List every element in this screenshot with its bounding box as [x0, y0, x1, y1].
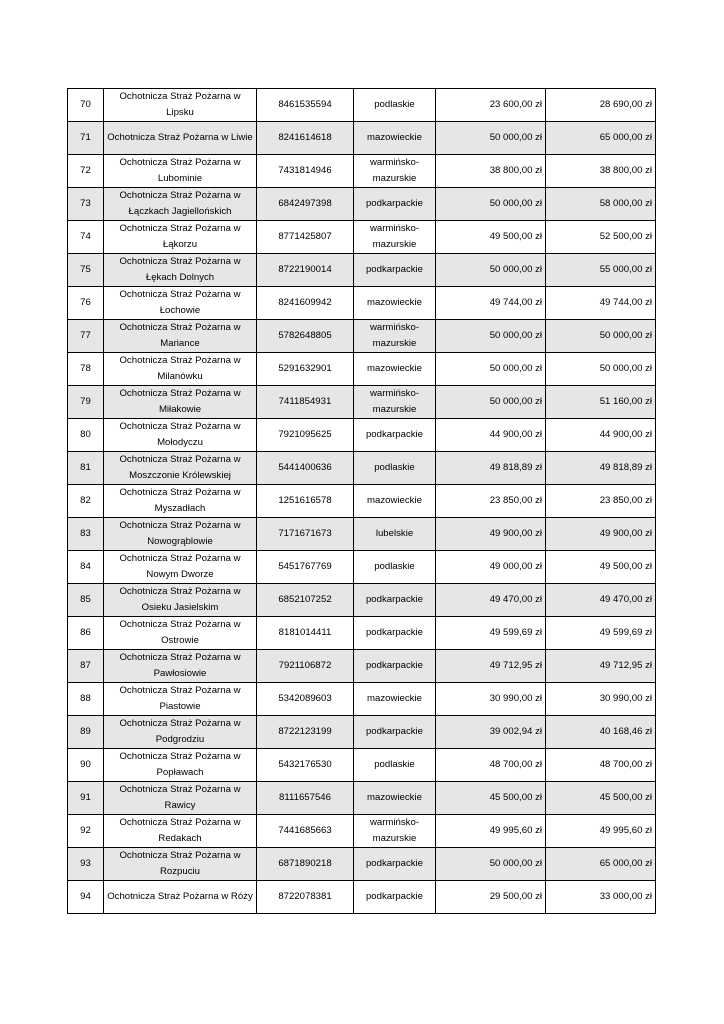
amount-second-cell: 65 000,00 zł	[546, 122, 656, 155]
amount-second-cell: 28 690,00 zł	[546, 89, 656, 122]
row-number-cell: 77	[68, 320, 104, 353]
organization-name-cell: Ochotnicza Straż Pożarna w Redakach	[104, 815, 257, 848]
voivodeship-cell: podkarpackie	[354, 584, 436, 617]
voivodeship-cell: podkarpackie	[354, 650, 436, 683]
voivodeship-cell: podkarpackie	[354, 716, 436, 749]
amount-second-cell: 49 712,95 zł	[546, 650, 656, 683]
amount-first-cell: 49 000,00 zł	[436, 551, 546, 584]
table-row	[68, 815, 656, 848]
table-row	[68, 683, 656, 716]
grants-table	[67, 88, 656, 914]
table-row	[68, 155, 656, 188]
voivodeship-cell: mazowieckie	[354, 122, 436, 155]
table-row	[68, 716, 656, 749]
nip-number-cell: 8461535594	[257, 89, 354, 122]
row-number-cell: 93	[68, 848, 104, 881]
amount-second-cell: 52 500,00 zł	[546, 221, 656, 254]
organization-name-cell: Ochotnicza Straż Pożarna w Nowogrąblowie	[104, 518, 257, 551]
table-row	[68, 584, 656, 617]
voivodeship-cell: mazowieckie	[354, 782, 436, 815]
nip-number-cell: 7431814946	[257, 155, 354, 188]
organization-name-cell: Ochotnicza Straż Pożarna w Łąkorzu	[104, 221, 257, 254]
voivodeship-cell: podkarpackie	[354, 419, 436, 452]
voivodeship-cell: podkarpackie	[354, 881, 436, 914]
table-row	[68, 782, 656, 815]
table-row	[68, 254, 656, 287]
row-number-cell: 94	[68, 881, 104, 914]
table-row	[68, 419, 656, 452]
amount-first-cell: 49 712,95 zł	[436, 650, 546, 683]
amount-first-cell: 49 744,00 zł	[436, 287, 546, 320]
amount-first-cell: 49 470,00 zł	[436, 584, 546, 617]
row-number-cell: 90	[68, 749, 104, 782]
amount-first-cell: 38 800,00 zł	[436, 155, 546, 188]
nip-number-cell: 7171671673	[257, 518, 354, 551]
voivodeship-cell: podlaskie	[354, 452, 436, 485]
amount-second-cell: 45 500,00 zł	[546, 782, 656, 815]
amount-first-cell: 49 500,00 zł	[436, 221, 546, 254]
table-row	[68, 287, 656, 320]
organization-name-cell: Ochotnicza Straż Pożarna w Łączkach Jagiellońskich	[104, 188, 257, 221]
row-number-cell: 89	[68, 716, 104, 749]
amount-first-cell: 50 000,00 zł	[436, 254, 546, 287]
amount-second-cell: 48 700,00 zł	[546, 749, 656, 782]
row-number-cell: 73	[68, 188, 104, 221]
nip-number-cell: 6871890218	[257, 848, 354, 881]
amount-second-cell: 23 850,00 zł	[546, 485, 656, 518]
row-number-cell: 72	[68, 155, 104, 188]
voivodeship-cell: podkarpackie	[354, 188, 436, 221]
nip-number-cell: 8241614618	[257, 122, 354, 155]
amount-first-cell: 50 000,00 zł	[436, 386, 546, 419]
table-row	[68, 221, 656, 254]
nip-number-cell: 5451767769	[257, 551, 354, 584]
nip-number-cell: 5782648805	[257, 320, 354, 353]
amount-first-cell: 49 818,89 zł	[436, 452, 546, 485]
nip-number-cell: 8241609942	[257, 287, 354, 320]
voivodeship-cell: podlaskie	[354, 551, 436, 584]
nip-number-cell: 5291632901	[257, 353, 354, 386]
table-row	[68, 188, 656, 221]
organization-name-cell: Ochotnicza Straż Pożarna w Mołodyczu	[104, 419, 257, 452]
organization-name-cell: Ochotnicza Straż Pożarna w Podgrodziu	[104, 716, 257, 749]
row-number-cell: 85	[68, 584, 104, 617]
voivodeship-cell: warmińsko-mazurskie	[354, 815, 436, 848]
nip-number-cell: 8111657546	[257, 782, 354, 815]
nip-number-cell: 5342089603	[257, 683, 354, 716]
table-row	[68, 353, 656, 386]
voivodeship-cell: podlaskie	[354, 749, 436, 782]
row-number-cell: 76	[68, 287, 104, 320]
voivodeship-cell: mazowieckie	[354, 287, 436, 320]
row-number-cell: 87	[68, 650, 104, 683]
table-row	[68, 650, 656, 683]
organization-name-cell: Ochotnicza Straż Pożarna w Ostrowie	[104, 617, 257, 650]
voivodeship-cell: lubelskie	[354, 518, 436, 551]
amount-first-cell: 29 500,00 zł	[436, 881, 546, 914]
voivodeship-cell: warmińsko-mazurskie	[354, 386, 436, 419]
organization-name-cell: Ochotnicza Straż Pożarna w Rawicy	[104, 782, 257, 815]
row-number-cell: 86	[68, 617, 104, 650]
amount-first-cell: 44 900,00 zł	[436, 419, 546, 452]
organization-name-cell: Ochotnicza Straż Pożarna w Liwie	[104, 122, 257, 155]
table-row	[68, 617, 656, 650]
amount-first-cell: 50 000,00 zł	[436, 122, 546, 155]
voivodeship-cell: warmińsko-mazurskie	[354, 320, 436, 353]
amount-second-cell: 38 800,00 zł	[546, 155, 656, 188]
table-row	[68, 518, 656, 551]
voivodeship-cell: warmińsko-mazurskie	[354, 155, 436, 188]
grants-table-body	[68, 89, 656, 914]
table-row	[68, 386, 656, 419]
row-number-cell: 71	[68, 122, 104, 155]
amount-second-cell: 49 470,00 zł	[546, 584, 656, 617]
row-number-cell: 79	[68, 386, 104, 419]
voivodeship-cell: mazowieckie	[354, 485, 436, 518]
amount-first-cell: 30 990,00 zł	[436, 683, 546, 716]
table-row	[68, 485, 656, 518]
organization-name-cell: Ochotnicza Straż Pożarna w Łękach Dolnych	[104, 254, 257, 287]
organization-name-cell: Ochotnicza Straż Pożarna w Popławach	[104, 749, 257, 782]
voivodeship-cell: podkarpackie	[354, 617, 436, 650]
row-number-cell: 92	[68, 815, 104, 848]
amount-first-cell: 23 600,00 zł	[436, 89, 546, 122]
amount-first-cell: 49 599,69 zł	[436, 617, 546, 650]
row-number-cell: 80	[68, 419, 104, 452]
organization-name-cell: Ochotnicza Straż Pożarna w Pawłosiowie	[104, 650, 257, 683]
amount-first-cell: 50 000,00 zł	[436, 353, 546, 386]
voivodeship-cell: mazowieckie	[354, 683, 436, 716]
table-row	[68, 848, 656, 881]
amount-first-cell: 50 000,00 zł	[436, 188, 546, 221]
amount-first-cell: 49 995,60 zł	[436, 815, 546, 848]
voivodeship-cell: podkarpackie	[354, 848, 436, 881]
nip-number-cell: 8771425807	[257, 221, 354, 254]
organization-name-cell: Ochotnicza Straż Pożarna w Osieku Jasielskim	[104, 584, 257, 617]
voivodeship-cell: warmińsko-mazurskie	[354, 221, 436, 254]
nip-number-cell: 8181014411	[257, 617, 354, 650]
amount-second-cell: 55 000,00 zł	[546, 254, 656, 287]
nip-number-cell: 7921106872	[257, 650, 354, 683]
organization-name-cell: Ochotnicza Straż Pożarna w Rozpuciu	[104, 848, 257, 881]
amount-first-cell: 48 700,00 zł	[436, 749, 546, 782]
table-row	[68, 881, 656, 914]
amount-second-cell: 49 599,69 zł	[546, 617, 656, 650]
amount-second-cell: 58 000,00 zł	[546, 188, 656, 221]
amount-second-cell: 49 744,00 zł	[546, 287, 656, 320]
organization-name-cell: Ochotnicza Straż Pożarna w Milanówku	[104, 353, 257, 386]
amount-second-cell: 44 900,00 zł	[546, 419, 656, 452]
row-number-cell: 70	[68, 89, 104, 122]
amount-first-cell: 49 900,00 zł	[436, 518, 546, 551]
organization-name-cell: Ochotnicza Straż Pożarna w Moszczonie Królewskiej	[104, 452, 257, 485]
amount-second-cell: 65 000,00 zł	[546, 848, 656, 881]
amount-second-cell: 50 000,00 zł	[546, 320, 656, 353]
amount-first-cell: 39 002,94 zł	[436, 716, 546, 749]
organization-name-cell: Ochotnicza Straż Pożarna w Piastowie	[104, 683, 257, 716]
amount-second-cell: 30 990,00 zł	[546, 683, 656, 716]
organization-name-cell: Ochotnicza Straż Pożarna w Myszadłach	[104, 485, 257, 518]
nip-number-cell: 8722190014	[257, 254, 354, 287]
voivodeship-cell: podlaskie	[354, 89, 436, 122]
row-number-cell: 84	[68, 551, 104, 584]
nip-number-cell: 5432176530	[257, 749, 354, 782]
row-number-cell: 81	[68, 452, 104, 485]
amount-first-cell: 50 000,00 zł	[436, 848, 546, 881]
amount-second-cell: 40 168,46 zł	[546, 716, 656, 749]
table-row	[68, 320, 656, 353]
row-number-cell: 82	[68, 485, 104, 518]
organization-name-cell: Ochotnicza Straż Pożarna w Nowym Dworze	[104, 551, 257, 584]
row-number-cell: 75	[68, 254, 104, 287]
nip-number-cell: 7411854931	[257, 386, 354, 419]
amount-second-cell: 49 500,00 zł	[546, 551, 656, 584]
organization-name-cell: Ochotnicza Straż Pożarna w Róży	[104, 881, 257, 914]
nip-number-cell: 6842497398	[257, 188, 354, 221]
nip-number-cell: 8722123199	[257, 716, 354, 749]
amount-second-cell: 51 160,00 zł	[546, 386, 656, 419]
table-row	[68, 551, 656, 584]
table-row	[68, 749, 656, 782]
organization-name-cell: Ochotnicza Straż Pożarna w Mariance	[104, 320, 257, 353]
amount-second-cell: 33 000,00 zł	[546, 881, 656, 914]
table-row	[68, 89, 656, 122]
amount-second-cell: 50 000,00 zł	[546, 353, 656, 386]
nip-number-cell: 7441685663	[257, 815, 354, 848]
organization-name-cell: Ochotnicza Straż Pożarna w Łochowie	[104, 287, 257, 320]
amount-second-cell: 49 900,00 zł	[546, 518, 656, 551]
amount-second-cell: 49 818,89 zł	[546, 452, 656, 485]
nip-number-cell: 1251616578	[257, 485, 354, 518]
voivodeship-cell: podkarpackie	[354, 254, 436, 287]
amount-first-cell: 50 000,00 zł	[436, 320, 546, 353]
row-number-cell: 91	[68, 782, 104, 815]
row-number-cell: 78	[68, 353, 104, 386]
amount-first-cell: 45 500,00 zł	[436, 782, 546, 815]
nip-number-cell: 7921095625	[257, 419, 354, 452]
organization-name-cell: Ochotnicza Straż Pożarna w Lubominie	[104, 155, 257, 188]
nip-number-cell: 8722078381	[257, 881, 354, 914]
amount-second-cell: 49 995,60 zł	[546, 815, 656, 848]
nip-number-cell: 6852107252	[257, 584, 354, 617]
amount-first-cell: 23 850,00 zł	[436, 485, 546, 518]
row-number-cell: 88	[68, 683, 104, 716]
voivodeship-cell: mazowieckie	[354, 353, 436, 386]
table-row	[68, 452, 656, 485]
table-row	[68, 122, 656, 155]
row-number-cell: 74	[68, 221, 104, 254]
organization-name-cell: Ochotnicza Straż Pożarna w Lipsku	[104, 89, 257, 122]
organization-name-cell: Ochotnicza Straż Pożarna w Miłakowie	[104, 386, 257, 419]
nip-number-cell: 5441400636	[257, 452, 354, 485]
row-number-cell: 83	[68, 518, 104, 551]
